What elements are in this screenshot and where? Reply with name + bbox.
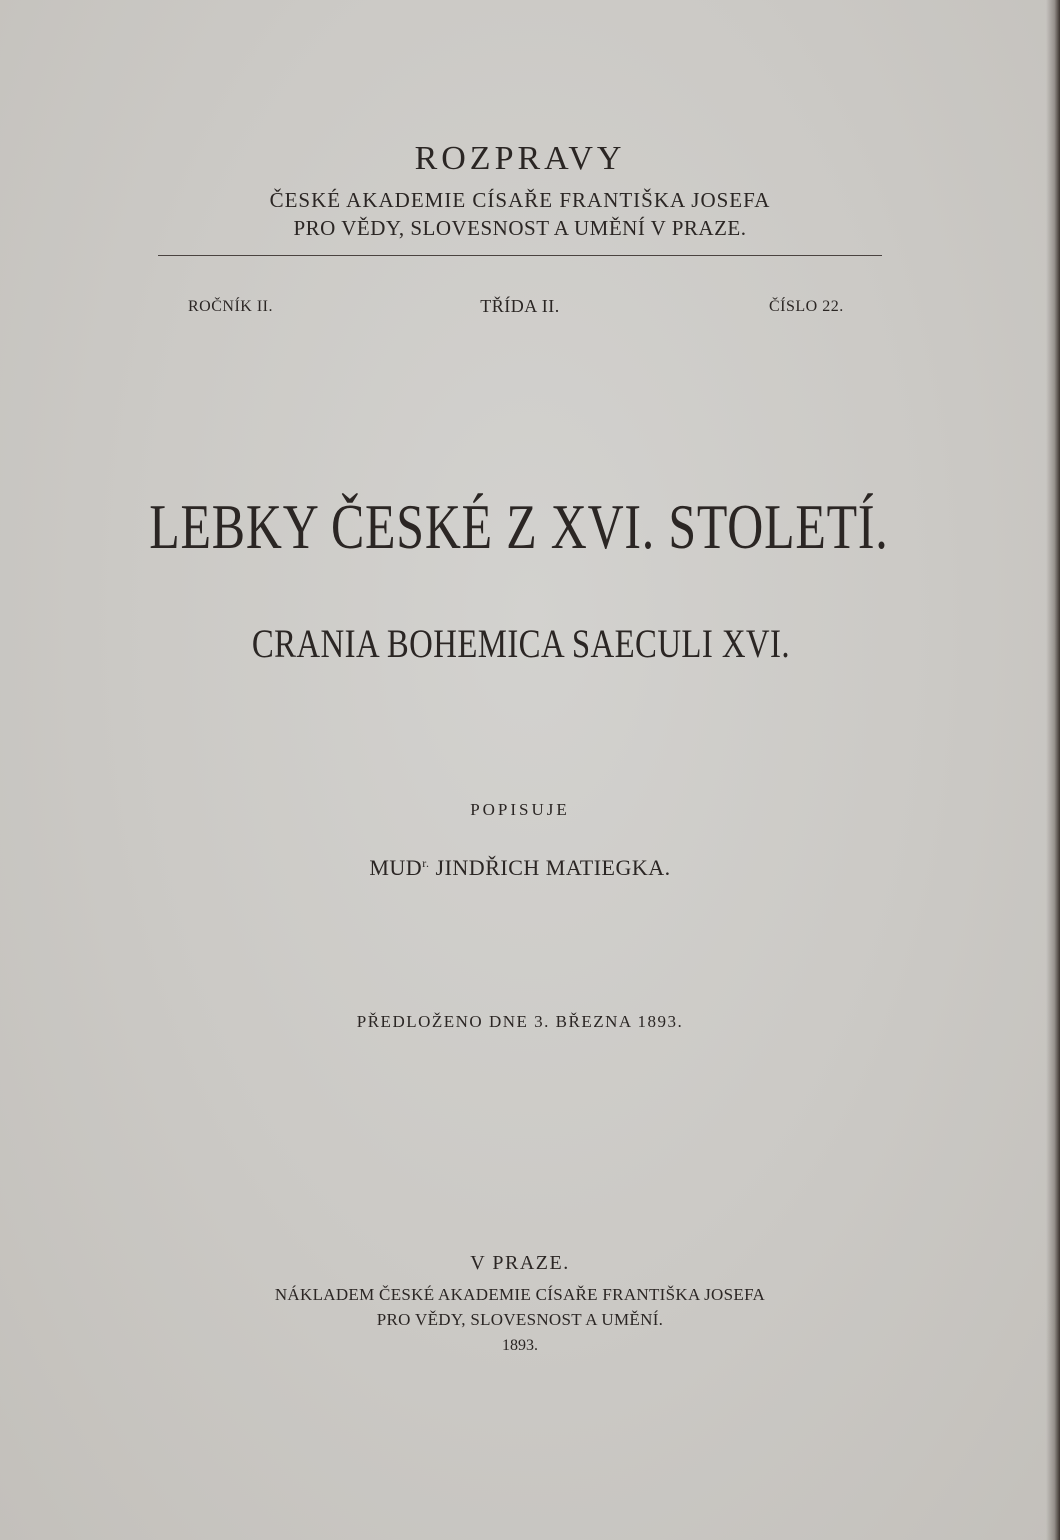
imprint-place: V PRAZE. bbox=[470, 1252, 570, 1274]
author-degree-sup: r. bbox=[422, 856, 430, 870]
imprint-year: 1893. bbox=[502, 1337, 538, 1354]
header-divider bbox=[158, 255, 882, 256]
class-label: TŘÍDA II. bbox=[480, 296, 560, 316]
imprint-publisher-line2: PRO VĚDY, SLOVESNOST A UMĚNÍ. bbox=[376, 1310, 664, 1329]
academy-name-line2: PRO VĚDY, SLOVESNOST A UMĚNÍ V PRAZE. bbox=[293, 216, 747, 240]
author-degree: MUD bbox=[369, 855, 423, 880]
author-line bbox=[0, 855, 1040, 881]
page-edge-shadow bbox=[1046, 0, 1060, 1540]
volume-label: ROČNÍK II. bbox=[188, 298, 273, 315]
describes-label: POPISUJE bbox=[470, 800, 570, 819]
series-title: ROZPRAVY bbox=[414, 140, 626, 177]
imprint-publisher-line1: NÁKLADEM ČESKÉ AKADEMIE CÍSAŘE FRANTIŠKA JOSEFA bbox=[274, 1285, 766, 1304]
author-name: JINDŘICH MATIEGKA. bbox=[429, 855, 671, 880]
academy-name-line1: ČESKÉ AKADEMIE CÍSAŘE FRANTIŠKA JOSEFA bbox=[269, 188, 771, 212]
number-label: ČÍSLO 22. bbox=[769, 298, 844, 315]
main-title: LEBKY ČESKÉ Z XVI. STOLETÍ. bbox=[149, 491, 889, 562]
latin-title: CRANIA BOHEMICA SAECULI XVI. bbox=[251, 621, 790, 666]
presented-date: PŘEDLOŽENO DNE 3. BŘEZNA 1893. bbox=[356, 1012, 684, 1031]
